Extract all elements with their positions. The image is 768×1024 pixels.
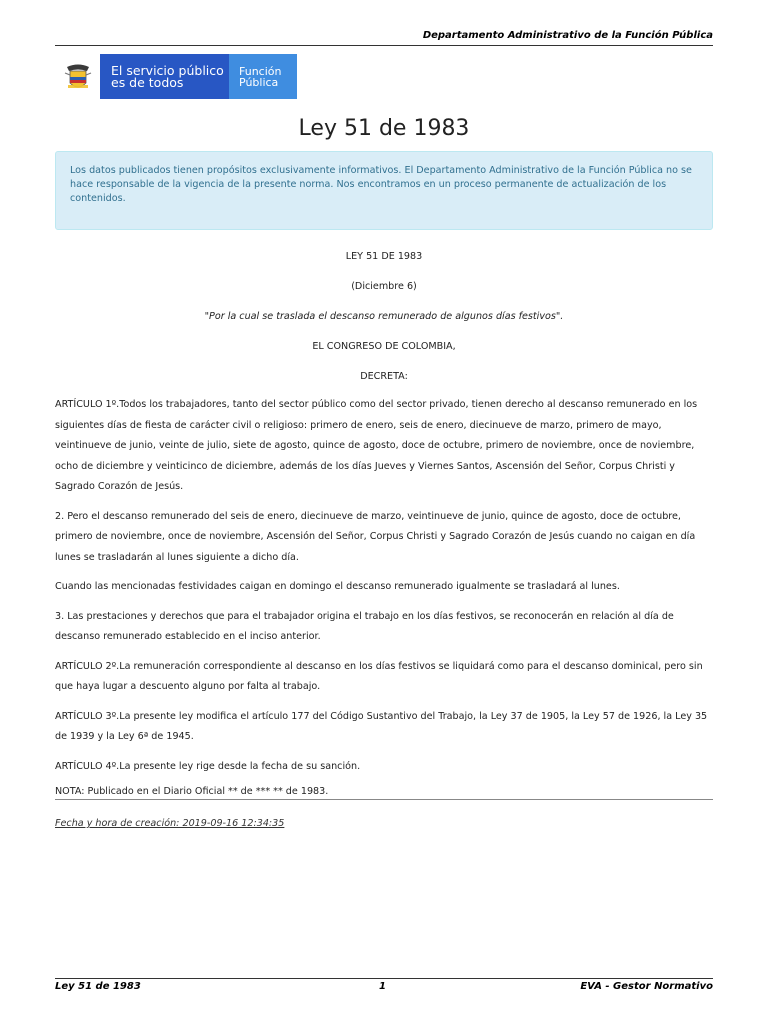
article-4: ARTÍCULO 4º.La presente ley rige desde la fecha de su sanción.: [55, 760, 361, 772]
creation-timestamp: Fecha y hora de creación: 2019-09-16 12:34:35: [55, 818, 285, 829]
logo-main-block: [55, 54, 229, 99]
article-3: ARTÍCULO 3º.La presente ley modifica el artículo 177 del Código Sustantivo del Trabajo, la Ley 37 de 1905, la Ley 57 de 1926, la Ley 35 de 1939 y la Ley 6ª de 1945.: [55, 710, 708, 742]
article-2: ARTÍCULO 2º.La remuneración correspondiente al descanso en los días festivos se liquidará como para el descanso dominical, pero sin que haya lugar a descuento alguno por falta al trabajo.: [55, 660, 703, 692]
logo-function-block: [229, 54, 297, 99]
page-footer: [55, 978, 713, 995]
paragraph-3: 3. Las prestaciones y derechos que para el trabajador origina el trabajo en los días festivos, se reconocerán en relación al día de descanso remunerado establecido en el inciso anterior.: [55, 610, 674, 642]
coat-of-arms-icon: [55, 54, 100, 99]
law-document: [55, 250, 713, 803]
divider: [55, 799, 713, 800]
law-subtitle: "Por la cual se traslada el descanso remunerado de algunos días festivos".: [204, 311, 564, 322]
publication-note: NOTA: Publicado en el Diario Oficial ** de *** ** de 1983.: [55, 786, 329, 797]
paragraph-2: 2. Pero el descanso remunerado del seis de enero, diecinueve de marzo, veintinueve de junio, quince de agosto, doce de octubre, primero de noviembre, once de noviembre, Ascensión del Señor, Corpus Christi y Sagrado Corazón de Jesús cuando no caigan en día lunes se trasladarán al lunes siguiente a dicho día.: [55, 510, 696, 563]
logo-function-line1: Función: [239, 64, 282, 78]
paragraph-sunday: Cuando las mencionadas festividades caigan en domingo el descanso remunerado igualmente se trasladará al lunes.: [55, 581, 620, 592]
footer-app-name: EVA - Gestor Normativo: [580, 981, 713, 992]
law-date: (Diciembre 6): [351, 281, 417, 292]
law-heading: LEY 51 DE 1983: [345, 251, 423, 262]
page-title: Ley 51 de 1983: [298, 116, 470, 141]
logo-slogan-line1: El servicio público: [111, 62, 224, 78]
department-header: Departamento Administrativo de la Función Pública: [55, 30, 713, 46]
logo-function-line2: Pública: [239, 75, 279, 89]
government-logo: [55, 54, 297, 99]
article-1: ARTÍCULO 1º.Todos los trabajadores, tanto del sector público como del sector privado, tienen derecho al descanso remunerado en los siguientes días de fiesta de carácter civil o religioso: primero de enero, seis de enero, diecinueve de marzo, primero de mayo, veintinueve de junio, veinte de julio, siete de agosto, quince de agosto, doce de octubre, primero de noviembre, once de noviembre, ocho de diciembre y veinticinco de diciembre, además de los días Jueves y Viernes Santos, Ascensión del Señor, Corpus Christi y Sagrado Corazón de Jesús.: [55, 399, 698, 492]
logo-slogan: [111, 62, 224, 90]
footer-law-title: Ley 51 de 1983: [55, 981, 141, 992]
congress-line: EL CONGRESO DE COLOMBIA,: [312, 341, 456, 352]
disclaimer-notice: Los datos publicados tienen propósitos exclusivamente informativos. El Departamento Administrativo de la Función Pública no se hace responsable de la vigencia de la presente norma. Nos encontramos en un proceso permanente de actualización de los contenidos.: [55, 151, 713, 230]
footer-page-number: 1: [379, 981, 386, 992]
decreta-line: DECRETA:: [360, 371, 408, 382]
logo-slogan-line2: es de todos: [111, 74, 184, 90]
